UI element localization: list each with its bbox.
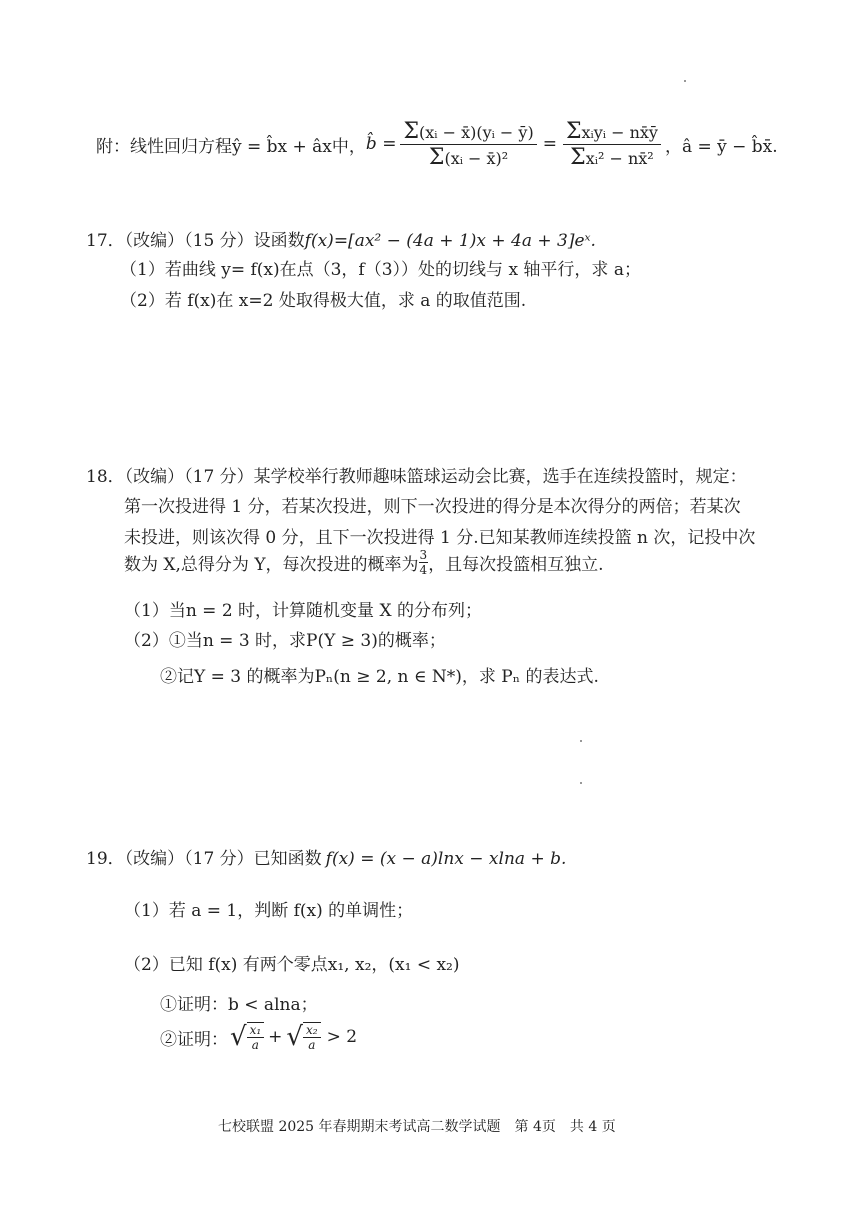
q18-part3: ②记Y = 3 的概率为Pₙ(n ≥ 2, n ∈ N*)，求 Pₙ 的表达式. — [160, 667, 599, 687]
q17-function: f(x)=[ax² − (4a + 1)x + 4a + 3]eˣ. — [304, 231, 596, 251]
q19-proof1: ①证明：b < alna； — [160, 995, 318, 1015]
frac1-denominator: (xᵢ − x̄)² — [444, 148, 509, 168]
q19-part2: （2）已知 f(x) 有两个零点x₁, x₂，(x₁ < x₂) — [124, 955, 460, 975]
q18-line3: 未投进，则该次得 0 分，且下一次投进得 1 分.已知某教师连续投篮 n 次，记投中次 — [124, 528, 756, 548]
fraction-2: $\frac{\text{Σxᵢyᵢ − nx̄ȳ}}{\text{Σxᵢ² − nx̄²}}$ — [563, 119, 661, 170]
q18-line2: 第一次投进得 1 分，若某次投进，则下一次投进的得分是本次得分的两倍；若某次 — [124, 497, 741, 517]
frac1-numerator: (xᵢ − x̄)(yᵢ − ȳ) — [419, 122, 534, 142]
q18-part1: （1）当n = 2 时，计算随机变量 X 的分布列； — [124, 601, 482, 621]
sqrt-fraction-2: $\frac{\text{x₂}}{a}$ — [303, 1022, 321, 1052]
fraction-1: $\frac{\text{Σ(xᵢ − x̄)(yᵢ − ȳ)}}{\text{Σ(xᵢ − x̄)²}}$ — [400, 119, 536, 170]
sqrt-fraction-1: $\frac{\text{x₁}}{a}$ — [247, 1022, 265, 1052]
q19-function: f(x) = (x − a)lnx − xlna + b. — [325, 849, 567, 869]
scan-speck — [580, 782, 582, 784]
q17-part2: （2）若 f(x)在 x=2 处取得极大值，求 a 的取值范围. — [120, 291, 527, 311]
bhat-label: b̂ = — [365, 134, 397, 154]
scan-speck — [684, 80, 686, 82]
q18-line4: 数为 X,总得分为 Y，每次投进的概率为 $\frac{3}{4}$ ，且每次投篮相互独立. — [124, 548, 604, 577]
frac2-numerator: xᵢyᵢ − nx̄ȳ — [581, 122, 658, 142]
formula-prefix: 附：线性回归方程ŷ = b̂x + âx中， — [96, 136, 366, 157]
page-footer: 七校联盟 2025 年春期期末考试高二数学试题 第 4页 共 4 页 — [218, 1119, 616, 1135]
q17-part1: （1）若曲线 y= f(x)在点（3，f（3））处的切线与 x 轴平行，求 a； — [120, 260, 641, 280]
sqrt-icon: √ — [230, 1022, 247, 1052]
q17-title: 17．（改编）（15 分）设函数f(x)=[ax² − (4a + 1)x + 4a + 3]eˣ. — [86, 231, 596, 251]
q19-title: 19．（改编）（17 分）已知函数 f(x) = (x − a)lnx − xlna + b. — [86, 849, 567, 869]
q18-line1: 18．（改编）（17 分）某学校举行教师趣味篮球运动会比赛，选手在连续投篮时，规定： — [86, 467, 747, 487]
sqrt-icon: √ — [286, 1022, 303, 1052]
scan-speck — [580, 740, 582, 742]
q19-part1: （1）若 a = 1，判断 f(x) 的单调性； — [124, 901, 414, 921]
q19-proof2: ②证明： √ $\frac{\text{x₁}}{a}$ + √ $\frac{\text{x₂}}{a}$ > 2 — [160, 1022, 358, 1052]
probability-fraction: $\frac{3}{4}$ — [419, 548, 428, 577]
q18-part2: （2）①当n = 3 时，求P(Y ≥ 3)的概率； — [124, 631, 446, 651]
frac2-denominator: xᵢ² − nx̄² — [585, 148, 654, 168]
formula-suffix: ，â = ȳ − b̂x̄. — [664, 136, 778, 157]
regression-formula: 附：线性回归方程ŷ = b̂x + âx中， b̂ = $\frac{\text{Σ(xᵢ − x̄)(yᵢ − ȳ)}}{\text{Σ(xᵢ − x̄)²}}$ = $\frac{\text{Σxᵢyᵢ − nx̄ȳ}}{\text{Σxᵢ² − nx̄²}}$ ，â = ȳ − b̂x̄. — [96, 118, 778, 170]
